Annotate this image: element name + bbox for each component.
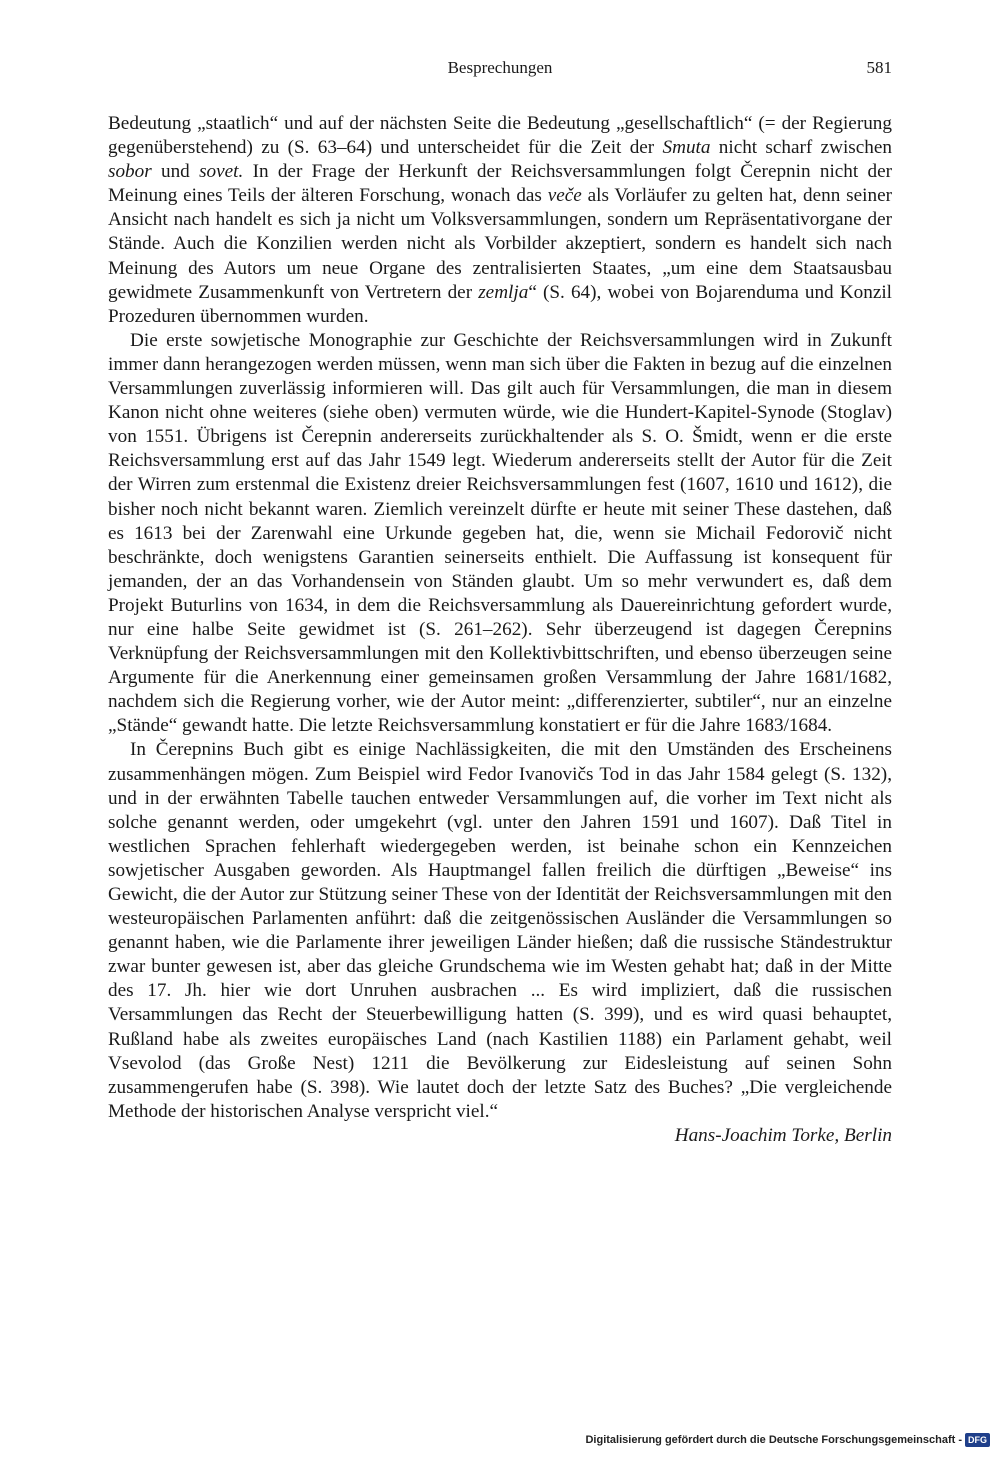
page-number: 581: [866, 58, 892, 77]
running-title: Besprechungen: [447, 58, 553, 77]
text-run: Die erste sowjetische Monographie zur Geschichte der Reichsversammlungen wird in Zukunft immer dann herangezogen werden müssen, wenn man sich über die Fakten in bezug auf die einzelnen Versammlungen zuverlässig informieren will. Das gilt auch für Versammlungen, die man in diesem Kanon nicht ohne weiteres (siehe oben) vermuten würde, wie die Hundert-Kapitel-Synode (Stoglav) von 1551. Übrigens ist Čerepnin andererseits zurückhaltender als S. O. Šmidt, wenn er die erste Reichsversammlung erst auf das Jahr 1549 legt. Wiederum andererseits stellt der Autor für die Zeit der Wirren zum erstenmal die Existenz dreier Reichsversammlungen fest (1607, 1610 und 1612), die bisher noch nicht bekannt waren. Ziemlich vereinzelt dürfte er heute mit seiner These dastehen, daß es 1613 bei der Zarenwahl eine Urkunde gegeben hat, die, wenn sie Michail Fedorovič nicht beschränkte, doch wenigstens Garantien seinerseits enthielt. Die Auffassung ist konsequent für jemanden, der an das Vorhandensein von Ständen glaubt. Um so mehr verwundert es, daß dem Projekt Buturlins von 1634, in dem die Reichsversammlung als Dauereinrichtung gefordert wurde, nur eine halbe Seite gewidmet ist (S. 261–262). Sehr überzeugend ist dagegen Čerepnins Verknüpfung der Reichsversammlungen mit den Kollektivbittschriften, und ebenso überzeugen seine Argumente für die Anerkennung einer gemeinsamen großen Versammlung der Jahre 1681/1682, nachdem sich die Regierung vorher, wie der Autor meint: „differenzierter, subtiler“, nur an einzelne „Stände“ gewandt hatte. Die letzte Reichsversammlung konstatiert er für die Jahre 1683/1684.: [108, 329, 892, 737]
italic-term: sobor: [108, 161, 152, 183]
text-run: als Vorläufer zu gelten hat, denn seiner Ansicht nach handelt es sich ja nicht um Volksversammlungen, sondern um Repräsentativorgane der Stände. Auch die Konzilien werden nicht als Vorbilder akzeptiert, sondern es handelt sich nach Meinung des Autors um neue Organe des zentralisierten Staates, „um eine dem Staatsausbau gewidmete Zusammenkunft von Vertretern der: [108, 185, 892, 303]
text-run: In Čerepnins Buch gibt es einige Nachlässigkeiten, die mit den Umständen des Erscheinens zusammenhängen mögen. Zum Beispiel wird Fedor Ivanovičs Tod in das Jahr 1584 gelegt (S. 132), und in der erwähnten Tabelle tauchen entweder Versammlungen auf, die vorher im Text nicht als solche genannt werden, oder umgekehrt (vgl. unter den Jahren 1591 und 1607). Daß Titel in westlichen Sprachen fehlerhaft wiedergegeben werden, ist beinahe schon ein Kennzeichen sowjetischer Ausgaben geworden. Als Hauptmangel fallen freilich die dürftigen „Beweise“ ins Gewicht, die der Autor zur Stützung seiner These von der Identität der Reichsversammlungen mit den westeuropäischen Parlamenten anführt: daß die zeitgenössischen Ausländer die Versammlungen so genannt haben, wie die Parlamente ihrer jeweiligen Länder hießen; daß die russische Ständestruktur zwar bunter gewesen ist, aber das gleiche Grundschema wie im Westen gehabt hat; daß in der Mitte des 17. Jh. hier wie dort Unruhen ausbrachen ... Es wird impliziert, daß die russischen Versammlungen das Recht der Steuerbewilligung hatten (S. 399), und es wird quasi behauptet, Rußland habe als zweites europäisches Land (nach Kastilien 1188) ein Parlament gehabt, weil Vsevolod (das Große Nest) 1211 die Bevölkerung zur Eidesleistung auf seinen Sohn zusammengerufen habe (S. 398). Wie lautet doch der letzte Satz des Buches? „Die vergleichende Methode der historischen Analyse verspricht viel.“: [108, 739, 892, 1122]
text-run: nicht scharf zwischen: [710, 137, 892, 159]
italic-term: zemlja: [478, 281, 529, 303]
running-head: [108, 58, 892, 84]
review-text: [108, 112, 892, 1148]
digitization-credit: [585, 1430, 990, 1450]
italic-term: Smuta: [662, 137, 711, 159]
text-run: “ (S. 64), wobei von Bojarenduma und Konzil Prozeduren übernommen wurden.: [108, 281, 893, 327]
italic-term: sovet.: [199, 161, 244, 183]
text-run: Bedeutung „staatlich“ und auf der nächsten Seite die Bedeutung „gesellschaftlich“ (= der Regierung gegenüberstehend) zu (S. 63–64) und unterscheidet für die Zeit der: [108, 113, 892, 159]
paragraph-2: [108, 329, 892, 739]
paragraph-1: [108, 112, 892, 329]
text-run: In der Frage der Herkunft der Reichsversammlungen folgt Čerepnin nicht der Meinung eines Teils der älteren Forschung, wonach das: [108, 161, 892, 207]
dfg-logo: DFG: [965, 1433, 990, 1447]
text-run: und: [151, 161, 200, 183]
reviewer-signature: Hans-Joachim Torke, Berlin: [674, 1124, 892, 1146]
paragraph-3: [108, 738, 892, 1124]
italic-term: veče: [547, 185, 582, 207]
credit-text: Digitalisierung gefördert durch die Deutsche Forschungsgemeinschaft -: [585, 1434, 962, 1446]
